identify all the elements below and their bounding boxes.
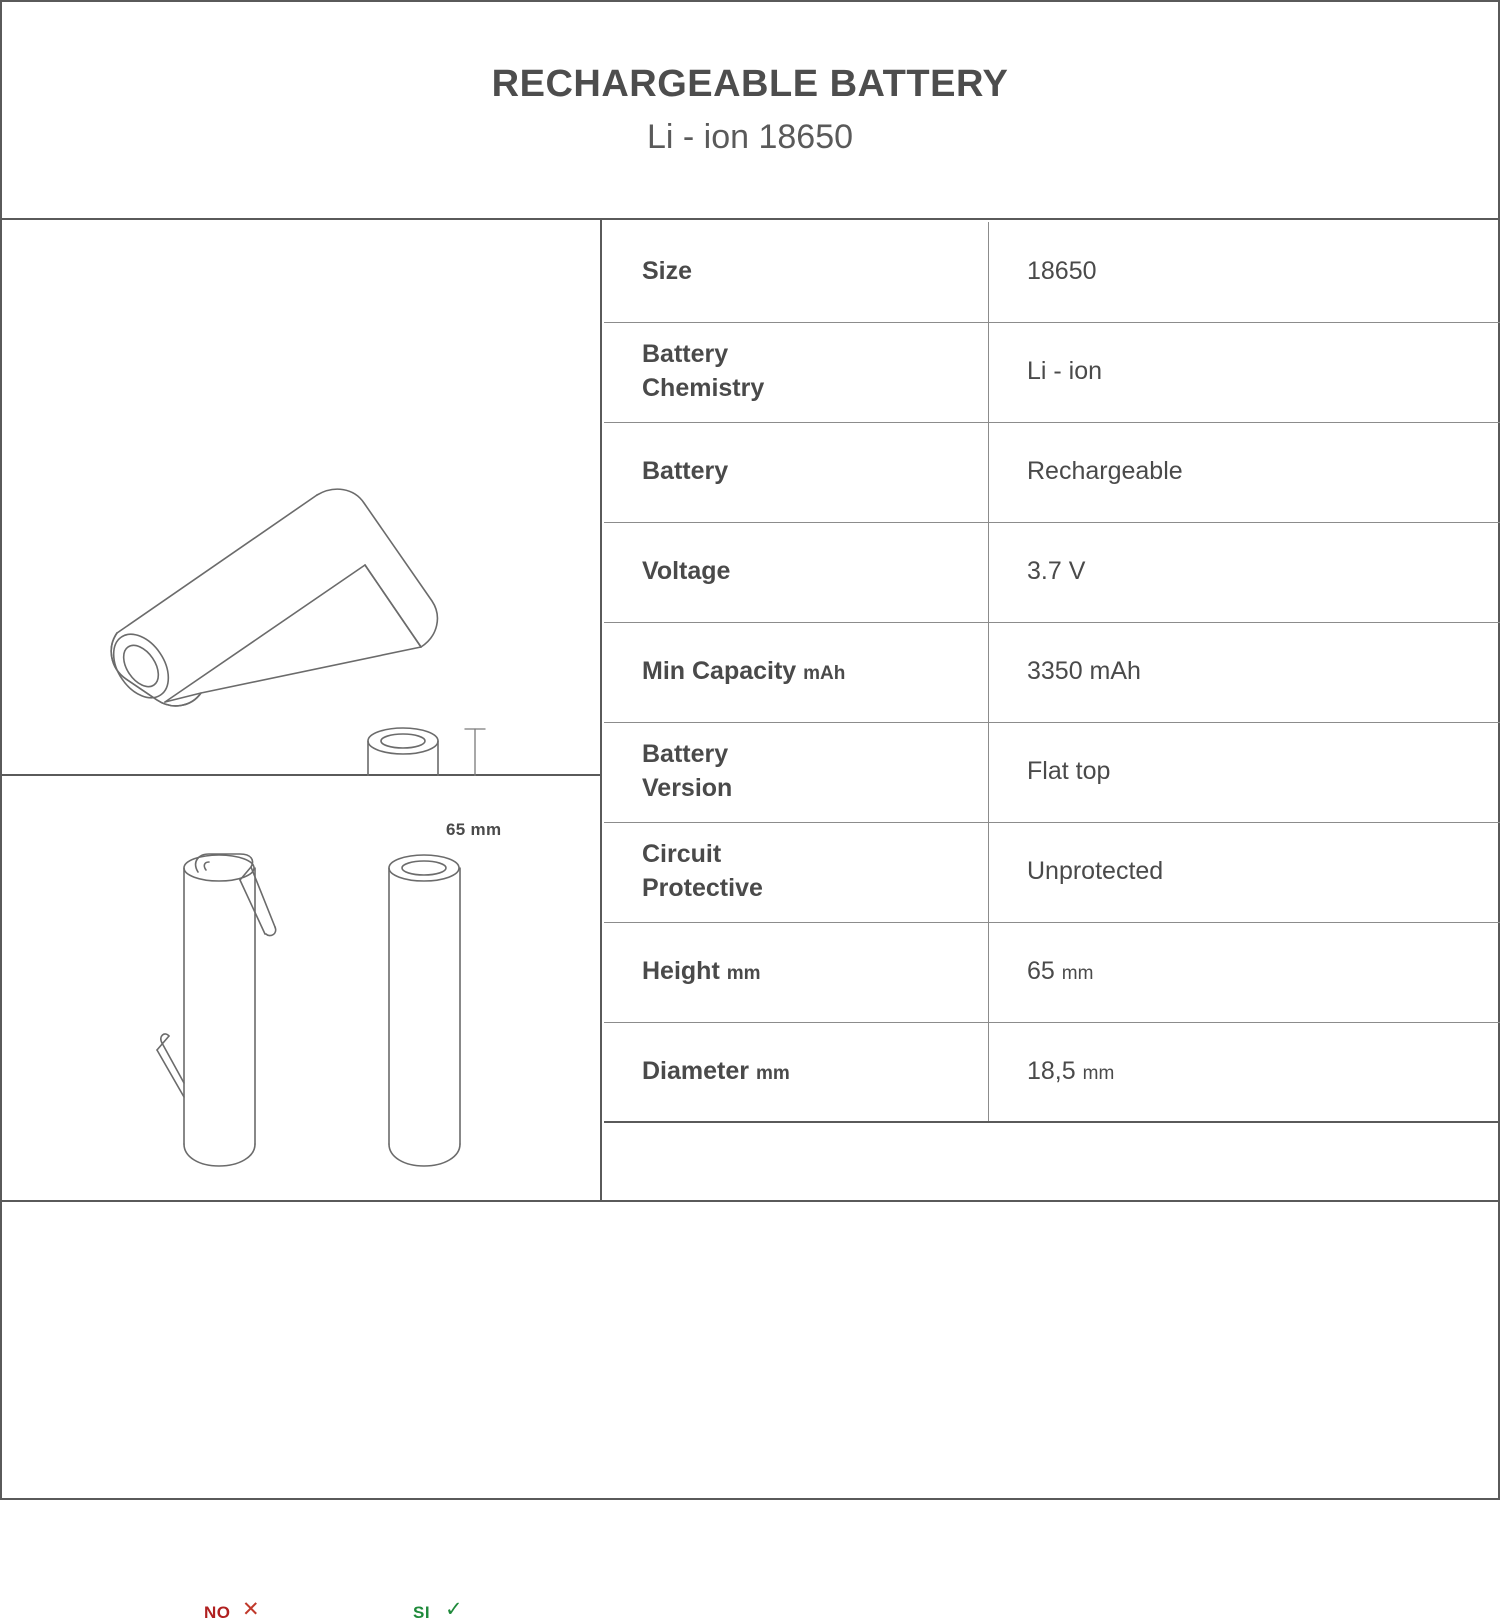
row-key — [604, 222, 989, 322]
table-row — [604, 922, 1500, 1022]
row-value — [989, 422, 1500, 522]
row-key-line1: Battery — [642, 338, 988, 372]
row-key-line1: Size — [642, 257, 692, 285]
si-label: SI — [413, 1603, 430, 1623]
row-key — [604, 822, 989, 922]
row-key — [604, 622, 989, 722]
tabs-comparison-panel — [2, 776, 600, 1200]
row-value-text: 65 — [1027, 957, 1055, 985]
table-row — [604, 1022, 1500, 1122]
comparison-drawings — [2, 776, 602, 1200]
table-row — [604, 722, 1500, 822]
row-key — [604, 922, 989, 1022]
row-value — [989, 922, 1500, 1022]
row-value-text: 18650 — [1027, 257, 1097, 285]
illustration-column — [2, 220, 602, 1200]
row-value — [989, 222, 1500, 322]
row-key-line1: Battery — [642, 738, 988, 772]
row-value-text: Flat top — [1027, 757, 1110, 785]
row-value — [989, 522, 1500, 622]
battery-with-tabs-icon — [157, 854, 276, 1166]
row-value — [989, 822, 1500, 922]
row-value-unit: mm — [1062, 963, 1094, 984]
row-key-line1: Battery — [642, 457, 728, 485]
table-row — [604, 622, 1500, 722]
row-key — [604, 1022, 989, 1122]
row-value-text: Unprotected — [1027, 857, 1163, 885]
table-row — [604, 522, 1500, 622]
battery-isometric-icon — [102, 489, 437, 708]
row-key-line2: Chemistry — [642, 372, 988, 406]
row-key-unit: mm — [756, 1063, 790, 1084]
row-key-line1: Circuit — [642, 838, 988, 872]
row-value-text: 3350 mAh — [1027, 657, 1141, 685]
no-label: NO — [204, 1603, 231, 1623]
battery-drawings — [2, 220, 602, 776]
table-row — [604, 322, 1500, 422]
row-value — [989, 722, 1500, 822]
row-key-unit: mm — [727, 963, 761, 984]
row-value — [989, 1022, 1500, 1122]
height-dimension-label: 65 mm — [446, 820, 501, 840]
battery-front-view-icon — [368, 728, 438, 776]
row-value — [989, 622, 1500, 722]
row-key-line1: Voltage — [642, 557, 730, 585]
row-key-line1: Height — [642, 957, 720, 985]
row-value — [989, 322, 1500, 422]
row-value-text: 18,5 — [1027, 1057, 1076, 1085]
table-row — [604, 422, 1500, 522]
page-title: RECHARGEABLE BATTERY — [492, 63, 1009, 106]
row-value-unit: mm — [1083, 1063, 1115, 1084]
row-value-text: 3.7 V — [1027, 557, 1085, 585]
page-subtitle: Li - ion 18650 — [647, 118, 853, 157]
row-key-line2: Version — [642, 772, 988, 806]
row-key — [604, 322, 989, 422]
sheet-header — [2, 2, 1498, 220]
battery-views-panel — [2, 220, 600, 776]
footer-blank-area — [2, 1200, 1498, 1500]
row-value-text: Rechargeable — [1027, 457, 1183, 485]
table-row — [604, 822, 1500, 922]
row-key-unit: mAh — [803, 663, 845, 684]
row-key — [604, 522, 989, 622]
battery-flat-top-icon — [389, 855, 460, 1166]
height-dimension-line — [465, 729, 485, 776]
check-icon: ✓ — [445, 1599, 463, 1620]
cross-icon: ✕ — [242, 1599, 260, 1620]
row-key — [604, 422, 989, 522]
row-key-line2: Protective — [642, 872, 988, 906]
row-key-line1: Diameter — [642, 1057, 749, 1085]
row-key-line1: Min Capacity — [642, 657, 796, 685]
specifications-table — [604, 222, 1500, 1123]
row-value-text: Li - ion — [1027, 357, 1102, 385]
row-key — [604, 722, 989, 822]
table-row — [604, 222, 1500, 322]
